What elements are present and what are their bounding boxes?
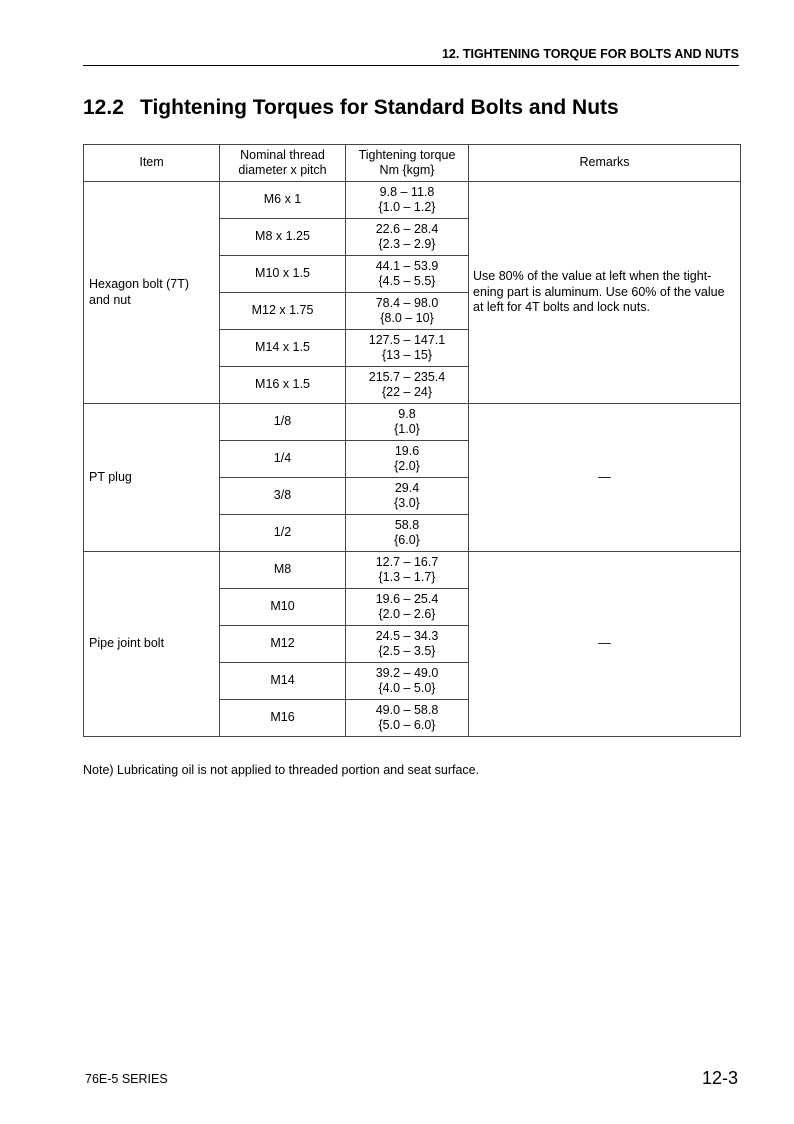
diameter-cell: M12: [220, 626, 346, 663]
torque-cell: 19.6 – 25.4 {2.0 – 2.6}: [346, 589, 469, 626]
column-header-diameter: Nominal thread diameter x pitch: [220, 145, 346, 182]
torque-cell: 22.6 – 28.4 {2.3 – 2.9}: [346, 219, 469, 256]
diameter-cell: M8: [220, 552, 346, 589]
running-header: 12. TIGHTENING TORQUE FOR BOLTS AND NUTS: [441, 47, 739, 61]
table-row: [84, 182, 741, 219]
torque-cell: 24.5 – 34.3 {2.5 – 3.5}: [346, 626, 469, 663]
header-rule: [83, 65, 739, 66]
torque-cell: 39.2 – 49.0 {4.0 – 5.0}: [346, 663, 469, 700]
item-cell-pt-plug: PT plug: [84, 404, 220, 552]
diameter-cell: M12 x 1.75: [220, 293, 346, 330]
table-header-row: [84, 145, 741, 182]
remarks-cell-hexagon-bolt: Use 80% of the value at left when the tight-ening part is aluminum. Use 60% of the value at left for 4T bolts and lock nuts.: [469, 182, 741, 404]
table-row: [84, 552, 741, 589]
diameter-cell: M14 x 1.5: [220, 330, 346, 367]
item-cell-hexagon-bolt: Hexagon bolt (7T) and nut: [84, 182, 220, 404]
torque-cell: 78.4 – 98.0 {8.0 – 10}: [346, 293, 469, 330]
column-header-remarks: Remarks: [469, 145, 741, 182]
section-title-text: Tightening Torques for Standard Bolts and Nuts: [140, 96, 619, 119]
diameter-cell: M16: [220, 700, 346, 737]
column-header-torque: Tightening torque Nm {kgm}: [346, 145, 469, 182]
torque-cell: 9.8 {1.0}: [346, 404, 469, 441]
diameter-cell: 1/4: [220, 441, 346, 478]
torque-cell: 29.4 {3.0}: [346, 478, 469, 515]
item-cell-pipe-joint-bolt: Pipe joint bolt: [84, 552, 220, 737]
diameter-cell: M10: [220, 589, 346, 626]
diameter-cell: 3/8: [220, 478, 346, 515]
remarks-cell-pipe-joint-bolt: —: [469, 552, 741, 737]
section-title: [83, 96, 619, 120]
torque-cell: 9.8 – 11.8 {1.0 – 1.2}: [346, 182, 469, 219]
diameter-cell: M6 x 1: [220, 182, 346, 219]
torque-table: [83, 144, 741, 737]
torque-cell: 12.7 – 16.7 {1.3 – 1.7}: [346, 552, 469, 589]
diameter-cell: M16 x 1.5: [220, 367, 346, 404]
footnote: Note) Lubricating oil is not applied to threaded portion and seat surface.: [83, 763, 480, 777]
diameter-cell: 1/8: [220, 404, 346, 441]
series-label: 76E-5 SERIES: [85, 1072, 168, 1086]
torque-cell: 44.1 – 53.9 {4.5 – 5.5}: [346, 256, 469, 293]
page-number: 12-3: [701, 1068, 738, 1088]
torque-cell: 215.7 – 235.4 {22 – 24}: [346, 367, 469, 404]
torque-cell: 49.0 – 58.8 {5.0 – 6.0}: [346, 700, 469, 737]
diameter-cell: 1/2: [220, 515, 346, 552]
torque-cell: 58.8 {6.0}: [346, 515, 469, 552]
table-row: [84, 404, 741, 441]
section-number: 12.2: [83, 96, 124, 119]
diameter-cell: M8 x 1.25: [220, 219, 346, 256]
torque-cell: 19.6 {2.0}: [346, 441, 469, 478]
remarks-cell-pt-plug: —: [469, 404, 741, 552]
diameter-cell: M14: [220, 663, 346, 700]
torque-cell: 127.5 – 147.1 {13 – 15}: [346, 330, 469, 367]
column-header-item: Item: [84, 145, 220, 182]
diameter-cell: M10 x 1.5: [220, 256, 346, 293]
